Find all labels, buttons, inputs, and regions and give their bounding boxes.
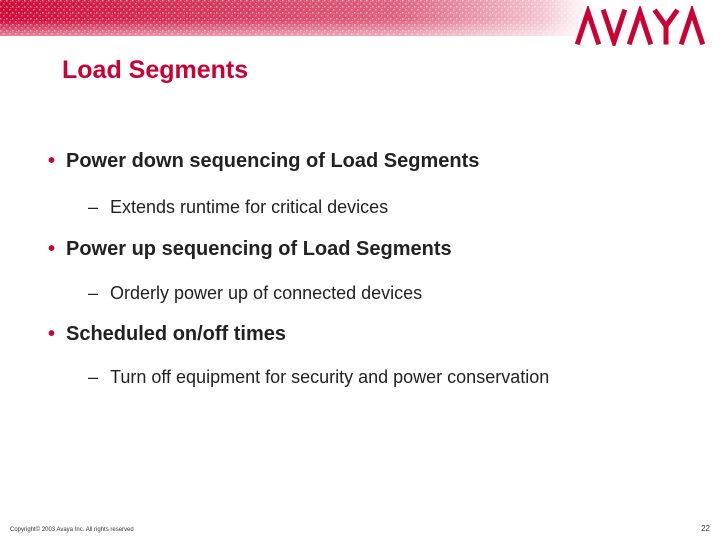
sub-bullet-2	[88, 283, 422, 304]
avaya-logo	[574, 6, 710, 46]
page-number: 22	[701, 524, 710, 533]
sub-bullet-2-text: Orderly power up of connected devices	[110, 283, 423, 303]
sub-bullet-3-text: Turn off equipment for security and power conservation	[110, 367, 550, 387]
sub-dash: –	[88, 283, 99, 303]
sub-bullet-3	[88, 367, 549, 388]
sub-dash: –	[88, 197, 99, 217]
slide-title: Load Segments	[62, 56, 249, 84]
bullet-dot: •	[48, 150, 56, 172]
sub-bullet-1-text: Extends runtime for critical devices	[110, 197, 389, 217]
bullet-3-text: Scheduled on/off times	[66, 323, 287, 345]
logo-wordmark	[574, 6, 710, 46]
sub-bullet-1	[88, 197, 388, 218]
sub-dash: –	[88, 367, 99, 387]
bullet-3	[48, 323, 286, 346]
bullet-dot: •	[48, 323, 56, 345]
bullet-1	[48, 150, 479, 173]
bullet-2-text: Power up sequencing of Load Segments	[66, 238, 452, 260]
footer-copyright: Copyright© 2003 Avaya Inc. All rights reserved	[10, 527, 134, 533]
bullet-2	[48, 238, 452, 261]
bullet-dot: •	[48, 238, 56, 260]
bullet-1-text: Power down sequencing of Load Segments	[66, 150, 480, 172]
